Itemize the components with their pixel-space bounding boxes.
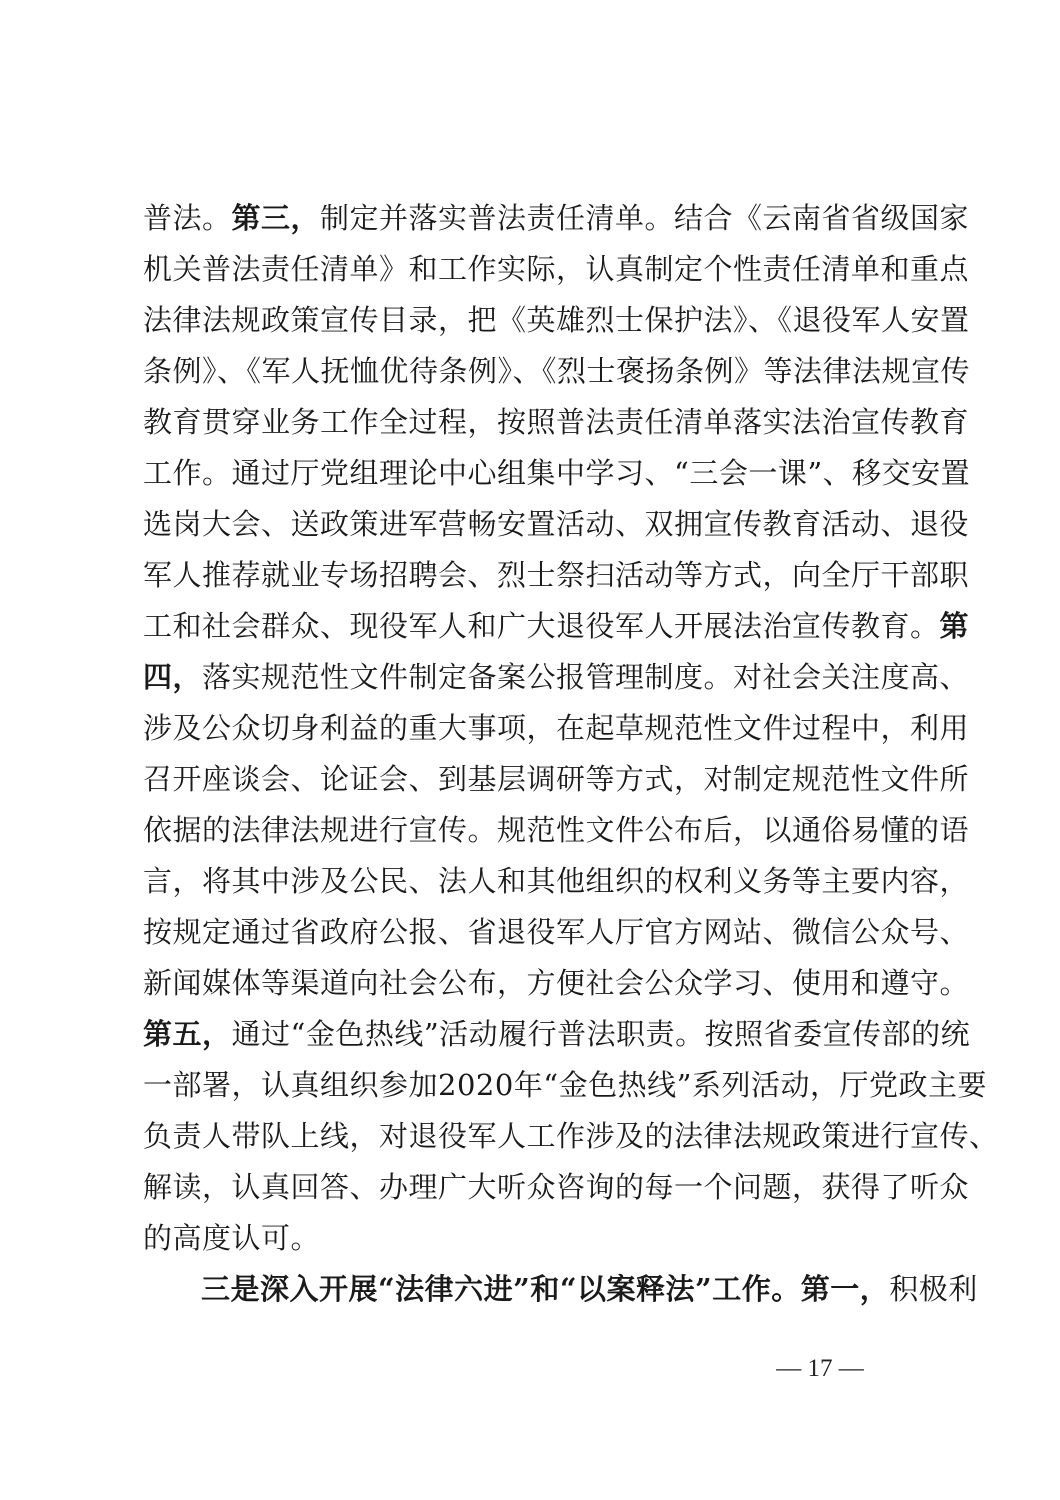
text-line: 一部署，认真组织参加2020年“金色热线”系列活动，厅党政主要 — [143, 1068, 987, 1102]
text-line: 选岗大会、送政策进军营畅安置活动、双拥宣传教育活动、退役 — [143, 507, 970, 541]
section-heading-line: 三是深入开展“法律六进”和“以案释法”工作。第一，积极利 — [201, 1272, 978, 1306]
text-line: 依据的法律法规进行宣传。规范性文件公布后，以通俗易懂的语 — [143, 813, 970, 847]
text-line: 机关普法责任清单》和工作实际，认真制定个性责任清单和重点 — [143, 252, 970, 286]
text-line: 条例》、《军人抚恤优待条例》、《烈士褒扬条例》等法律法规宣传 — [143, 354, 971, 388]
text-line: 工和社会群众、现役军人和广大退役军人开展法治宣传教育。第 — [143, 609, 970, 643]
text-line: 按规定通过省政府公报、省退役军人厅官方网站、微信公众号、 — [143, 915, 970, 949]
text-line: 解读，认真回答、办理广大听众咨询的每一个问题，获得了听众 — [143, 1170, 970, 1204]
text-line: 教育贯穿业务工作全过程，按照普法责任清单落实法治宣传教育 — [143, 405, 970, 439]
text-line: 的高度认可。 — [143, 1221, 321, 1255]
page-number: — 17 — — [776, 1355, 864, 1382]
text-line: 法律法规政策宣传目录，把《英雄烈士保护法》、《退役军人安置 — [143, 303, 970, 337]
text-line: 军人推荐就业专场招聘会、烈士祭扫活动等方式，向全厅干部职 — [143, 558, 970, 592]
text-line: 新闻媒体等渠道向社会公布，方便社会公众学习、使用和遵守。 — [143, 966, 970, 1000]
text-line: 言，将其中涉及公民、法人和其他组织的权利义务等主要内容， — [143, 864, 970, 898]
text-line: 负责人带队上线，对退役军人工作涉及的法律法规政策进行宣传、 — [143, 1119, 999, 1153]
text-line: 工作。通过厅党组理论中心组集中学习、“三会一课”、移交安置 — [143, 456, 971, 490]
text-line: 召开座谈会、论证会、到基层调研等方式，对制定规范性文件所 — [143, 762, 970, 796]
text-line: 四，落实规范性文件制定备案公报管理制度。对社会关注度高、 — [143, 660, 970, 694]
text-line: 普法。第三，制定并落实普法责任清单。结合《云南省省级国家 — [143, 201, 970, 235]
text-line: 第五，通过“金色热线”活动履行普法职责。按照省委宣传部的统 — [143, 1017, 971, 1051]
text-line: 涉及公众切身利益的重大事项，在起草规范性文件过程中，利用 — [143, 711, 970, 745]
